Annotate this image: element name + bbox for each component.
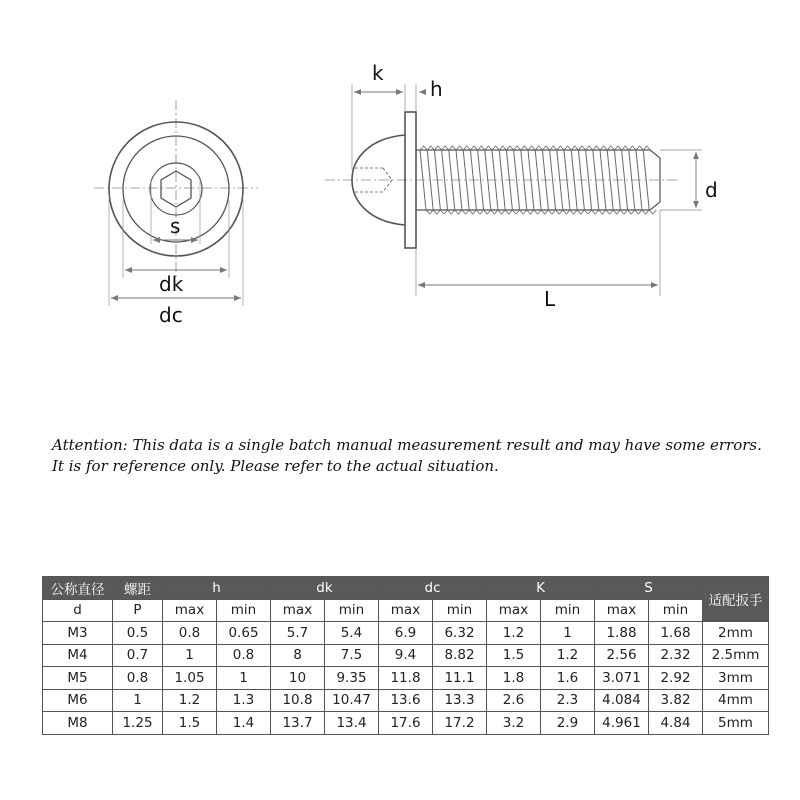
label-k: k <box>372 61 384 85</box>
table-cell: 13.3 <box>433 689 487 712</box>
sub-header-max: max <box>379 599 433 622</box>
table-cell: 1.88 <box>595 622 649 645</box>
table-cell: 8.82 <box>433 644 487 667</box>
table-cell: 10 <box>271 667 325 690</box>
table-cell: 1.5 <box>163 712 217 735</box>
table-cell: 11.1 <box>433 667 487 690</box>
table-row <box>43 667 769 690</box>
table-cell: 4.84 <box>649 712 703 735</box>
header-k: K <box>487 577 595 600</box>
table-cell: 1.2 <box>487 622 541 645</box>
dim-d <box>660 150 702 210</box>
table-cell: M5 <box>43 667 113 690</box>
table-cell: 3.82 <box>649 689 703 712</box>
table-cell: 6.32 <box>433 622 487 645</box>
table-cell: 17.2 <box>433 712 487 735</box>
dim-k <box>352 84 426 170</box>
table-cell: 13.4 <box>325 712 379 735</box>
table-cell: 2.92 <box>649 667 703 690</box>
table-cell: 4.961 <box>595 712 649 735</box>
table-cell: 1 <box>217 667 271 690</box>
table-cell: 9.4 <box>379 644 433 667</box>
table-cell: 1 <box>541 622 595 645</box>
table-cell: 2.32 <box>649 644 703 667</box>
sub-header-max: max <box>595 599 649 622</box>
table-cell: 2mm <box>703 622 769 645</box>
table-cell: 13.7 <box>271 712 325 735</box>
header-wrench: 适配扳手 <box>703 577 769 622</box>
table-cell: 3.2 <box>487 712 541 735</box>
table-cell: 2.3 <box>541 689 595 712</box>
table-cell: 5.7 <box>271 622 325 645</box>
table-cell: 3mm <box>703 667 769 690</box>
table-cell: 1 <box>163 644 217 667</box>
sub-header-min: min <box>325 599 379 622</box>
table-cell: M8 <box>43 712 113 735</box>
specification-table <box>42 576 769 735</box>
table-cell: 1.68 <box>649 622 703 645</box>
table-row <box>43 622 769 645</box>
table-cell: M3 <box>43 622 113 645</box>
sub-header-min: min <box>217 599 271 622</box>
header-dc: dc <box>379 577 487 600</box>
dim-L <box>416 210 660 296</box>
table-cell: 4.084 <box>595 689 649 712</box>
table-cell: 1 <box>113 689 163 712</box>
table-cell: 0.8 <box>163 622 217 645</box>
table-cell: 1.05 <box>163 667 217 690</box>
sub-header-min: min <box>433 599 487 622</box>
sub-header-max: max <box>271 599 325 622</box>
table-cell: 2.5mm <box>703 644 769 667</box>
header-s: S <box>595 577 703 600</box>
sub-header-max: max <box>163 599 217 622</box>
attention-note-line2: It is for reference only. Please refer to the actual situation. <box>52 457 499 475</box>
table-cell: 0.5 <box>113 622 163 645</box>
table-cell: 1.2 <box>541 644 595 667</box>
table-cell: 5.4 <box>325 622 379 645</box>
table-cell: 2.56 <box>595 644 649 667</box>
header-h: h <box>163 577 271 600</box>
table-cell: 7.5 <box>325 644 379 667</box>
header-p: P <box>113 599 163 622</box>
table-cell: 0.8 <box>113 667 163 690</box>
table-cell: 6.9 <box>379 622 433 645</box>
table-cell: 1.8 <box>487 667 541 690</box>
attention-note-line1: Attention: This data is a single batch manual measurement result and may have some errors. <box>52 436 762 454</box>
label-dc: dc <box>159 303 183 327</box>
label-L: L <box>544 287 556 311</box>
table-row <box>43 644 769 667</box>
table-cell: 3.071 <box>595 667 649 690</box>
table-cell: 8 <box>271 644 325 667</box>
label-d: d <box>705 178 718 202</box>
table-cell: 1.5 <box>487 644 541 667</box>
table-cell: 5mm <box>703 712 769 735</box>
table-cell: 1.6 <box>541 667 595 690</box>
table-cell: 10.8 <box>271 689 325 712</box>
table-row <box>43 689 769 712</box>
table-cell: 2.9 <box>541 712 595 735</box>
table-cell: 9.35 <box>325 667 379 690</box>
table-cell: 11.8 <box>379 667 433 690</box>
label-h: h <box>430 77 443 101</box>
label-dk: dk <box>159 272 184 296</box>
table-cell: 17.6 <box>379 712 433 735</box>
header-pitch: 螺距 <box>113 577 163 600</box>
table-cell: 2.6 <box>487 689 541 712</box>
header-d: d <box>43 599 113 622</box>
table-cell: 0.8 <box>217 644 271 667</box>
sub-header-min: min <box>541 599 595 622</box>
header-nominal-diameter: 公称直径 <box>43 577 113 600</box>
table-row <box>43 712 769 735</box>
table-cell: 10.47 <box>325 689 379 712</box>
sub-header-max: max <box>487 599 541 622</box>
table-cell: 0.65 <box>217 622 271 645</box>
table-cell: 1.2 <box>163 689 217 712</box>
screw-side-view <box>325 112 680 248</box>
label-s: s <box>170 214 181 238</box>
table-cell: 1.3 <box>217 689 271 712</box>
table-cell: M4 <box>43 644 113 667</box>
table-cell: 0.7 <box>113 644 163 667</box>
table-cell: 1.25 <box>113 712 163 735</box>
table-cell: 4mm <box>703 689 769 712</box>
table-cell: M6 <box>43 689 113 712</box>
table-cell: 13.6 <box>379 689 433 712</box>
header-dk: dk <box>271 577 379 600</box>
sub-header-min: min <box>649 599 703 622</box>
table-cell: 1.4 <box>217 712 271 735</box>
